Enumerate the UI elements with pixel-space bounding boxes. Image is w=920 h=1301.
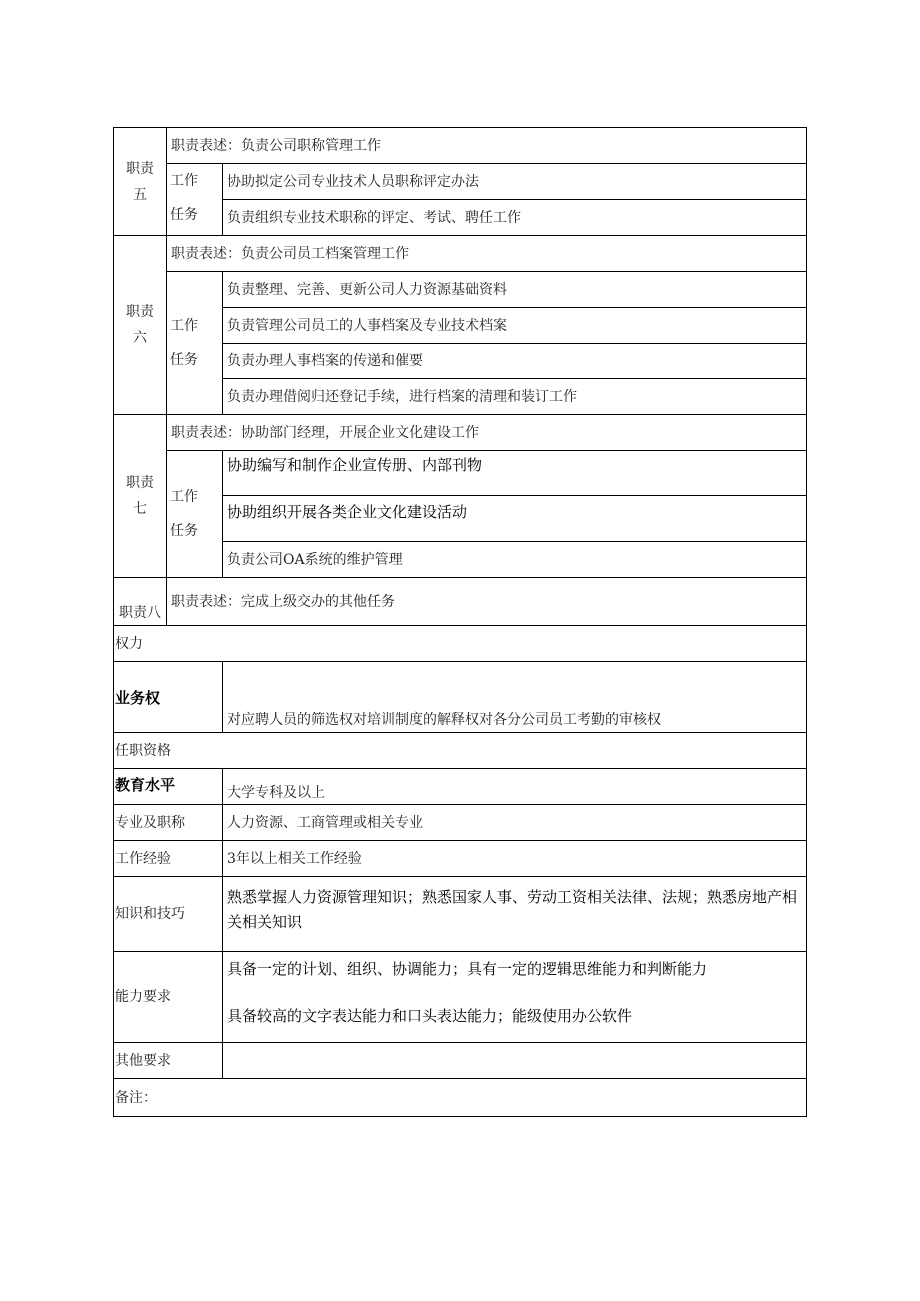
duty-8-desc <box>167 578 806 626</box>
duty-6-task-4 <box>223 379 806 415</box>
duty-8-desc-text: 职责表述：完成上级交办的其他任务 <box>171 593 395 610</box>
duty-7-task-2 <box>223 496 806 542</box>
duty-5-task-label-text: 工作任务 <box>170 173 198 223</box>
business-authority-label <box>114 662 223 733</box>
duty-6-desc-text: 职责表述：负责公司员工档案管理工作 <box>171 245 409 262</box>
duty-8-label-text: 职责八 <box>119 605 161 621</box>
duty-5-label-text: 职责五 <box>126 160 154 203</box>
knowledge-label <box>114 877 223 952</box>
major-label <box>114 805 223 841</box>
duty-7-task-label-text: 工作任务 <box>170 489 198 539</box>
duty-7-task-1 <box>223 451 806 496</box>
duty-6-label-text: 职责六 <box>126 304 154 346</box>
duty-6-task-1-text: 负责整理、完善、更新公司人力资源基础资料 <box>227 281 507 298</box>
duty-5-task-label <box>167 164 223 236</box>
duty-5-desc <box>167 128 806 164</box>
duty-5-task-1 <box>223 164 806 200</box>
duty-6-task-label-text: 工作任务 <box>170 318 198 368</box>
major-label-text: 专业及职称 <box>115 814 185 831</box>
duty-7-task-label <box>167 451 223 578</box>
duty-7-desc-text: 职责表述：协助部门经理，开展企业文化建设工作 <box>171 424 479 441</box>
remarks <box>114 1079 806 1116</box>
ability-label-text: 能力要求 <box>115 989 171 1005</box>
education-value <box>223 769 806 805</box>
duty-5-task-2 <box>223 200 806 236</box>
duty-5-label <box>114 128 167 236</box>
business-authority-value <box>223 662 806 733</box>
duty-6-task-label <box>167 272 223 415</box>
duty-7-task-2-text: 协助组织开展各类企业文化建设活动 <box>227 503 468 521</box>
knowledge-label-text: 知识和技巧 <box>115 906 185 922</box>
other-requirements-value <box>223 1043 806 1079</box>
duty-5-task-2-text: 负责组织专业技术职称的评定、考试、聘任工作 <box>227 209 521 226</box>
major-value <box>223 805 806 841</box>
duty-7-task-3-text: 负责公司OA系统的维护管理 <box>227 551 403 568</box>
duty-6-task-4-text: 负责办理借阅归还登记手续，进行档案的清理和装订工作 <box>227 388 577 405</box>
education-value-text: 大学专科及以上 <box>227 785 325 801</box>
experience-value-text: 3年以上相关工作经验 <box>227 850 362 867</box>
qualifications-heading-text: 任职资格 <box>115 742 171 759</box>
duty-6-desc <box>167 236 806 272</box>
experience-value <box>223 841 806 877</box>
duty-8-label <box>114 578 167 626</box>
duty-5-desc-text: 职责表述：负责公司职称管理工作 <box>171 137 381 154</box>
duty-7-desc <box>167 415 806 451</box>
duty-6-task-2 <box>223 308 806 344</box>
experience-label <box>114 841 223 877</box>
business-authority-text: 对应聘人员的筛选权对培训制度的解释权对各分公司员工考勤的审核权 <box>227 712 661 728</box>
knowledge-value <box>223 877 806 952</box>
ability-line-1: 具备一定的计划、组织、协调能力；具有一定的逻辑思维能力和判断能力 <box>227 960 708 978</box>
authority-heading <box>114 626 806 662</box>
duty-6-label <box>114 236 167 415</box>
duty-7-task-1-text: 协助编写和制作企业宣传册、内部刊物 <box>227 456 483 474</box>
duty-7-label-text: 职责七 <box>126 475 154 517</box>
duty-7-label <box>114 415 167 578</box>
ability-value <box>223 952 806 1043</box>
duty-7-task-3 <box>223 542 806 578</box>
qualifications-heading <box>114 733 806 769</box>
other-requirements-label-text: 其他要求 <box>115 1052 171 1069</box>
duty-6-task-3 <box>223 344 806 379</box>
business-authority-label-text: 业务权 <box>115 689 161 707</box>
duty-6-task-2-text: 负责管理公司员工的人事档案及专业技术档案 <box>227 317 507 334</box>
ability-label <box>114 952 223 1043</box>
remarks-label-text: 备注： <box>115 1089 157 1106</box>
ability-line-2: 具备较高的文字表达能力和口头表达能力；能级使用办公软件 <box>227 1007 633 1025</box>
authority-heading-text: 权力 <box>115 635 143 652</box>
experience-label-text: 工作经验 <box>115 850 171 867</box>
education-label <box>114 769 223 805</box>
other-requirements-label <box>114 1043 223 1079</box>
duty-6-task-1 <box>223 272 806 308</box>
job-description-table <box>113 127 807 1117</box>
duty-6-task-3-text: 负责办理人事档案的传递和催要 <box>227 353 423 369</box>
duty-5-task-1-text: 协助拟定公司专业技术人员职称评定办法 <box>227 173 479 190</box>
education-label-text: 教育水平 <box>115 776 176 794</box>
major-value-text: 人力资源、工商管理或相关专业 <box>227 814 423 831</box>
knowledge-value-text: 熟悉掌握人力资源管理知识；熟悉国家人事、劳动工资相关法律、法规；熟悉房地产相关相关知识 <box>227 888 798 931</box>
